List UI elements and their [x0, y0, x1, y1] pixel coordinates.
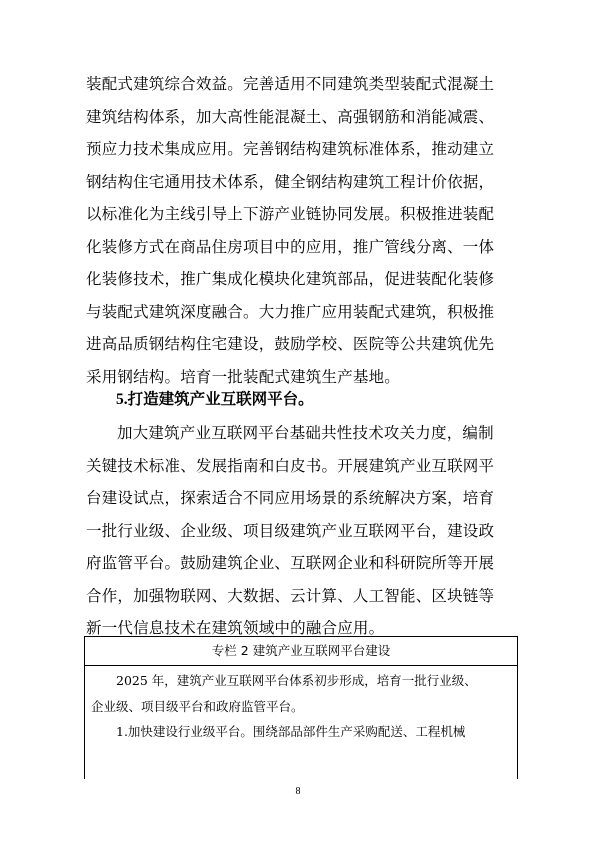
section-number: 5. [116, 391, 128, 408]
box-title: 专栏 2 建筑产业互联网平台建设 [85, 637, 517, 666]
body-paragraph-1 [86, 68, 526, 393]
section-heading [116, 385, 314, 414]
text-line: 加大建筑产业互联网平台基础共性技术攻关力度，编制 [117, 424, 494, 442]
box-line: 1.加快建设行业级平台。围绕部品部件生产采购配送、工程机械 [116, 724, 466, 739]
box-line: 企业级、项目级平台和政府监管平台。 [91, 698, 304, 714]
text-line: 以标准化为主线引导上下游产业链协同发展。积极推进装配 [86, 205, 495, 223]
text-line: 预应力技术集成应用。完善钢结构建筑标准体系，推动建立 [86, 140, 495, 158]
text-line: 台建设试点，探索适合不同应用场景的系统解决方案，培育 [86, 489, 495, 507]
text-line: 与装配式建筑深度融合。大力推广应用装配式建筑，积极推 [86, 302, 495, 321]
text-line: 采用钢结构。培育一批装配式建筑生产基地。 [86, 367, 401, 386]
body-paragraph-2 [86, 417, 526, 645]
box-body [85, 666, 517, 745]
text-line: 钢结构住宅通用技术体系，健全钢结构建筑工程计价依据， [86, 172, 495, 191]
text-line: 进高品质钢结构住宅建设，鼓励学校、医院等公共建筑优先 [86, 335, 495, 353]
box-line: 2025 年，建筑产业互联网平台体系初步形成，培育一批行业级、 [116, 673, 477, 688]
text-line: 建筑结构体系，加大高性能混凝土、高强钢筋和消能减震、 [86, 107, 495, 126]
text-line: 关键技术标准、发展指南和白皮书。开展建筑产业互联网平 [86, 456, 495, 475]
text-line: 合作，加强物联网、大数据、云计算、人工智能、区块链等 [86, 586, 495, 605]
text-line: 府监管平台。鼓励建筑企业、互联网企业和科研院所等开展 [86, 554, 495, 572]
text-line: 化装修技术，推广集成化模块化建筑部品，促进装配化装修 [86, 270, 495, 288]
text-line: 化装修方式在商品住房项目中的应用，推广管线分离、一体 [86, 237, 495, 256]
page-number: 8 [295, 786, 301, 797]
sidebar-box [84, 636, 518, 779]
text-line: 新一代信息技术在建筑领域中的融合应用。 [86, 619, 385, 637]
section-title: 打造建筑产业互联网平台。 [127, 390, 314, 408]
text-line: 装配式建筑综合效益。完善适用不同建筑类型装配式混凝土 [86, 75, 495, 93]
text-line: 一批行业级、企业级、项目级建筑产业互联网平台，建设政 [86, 521, 495, 540]
